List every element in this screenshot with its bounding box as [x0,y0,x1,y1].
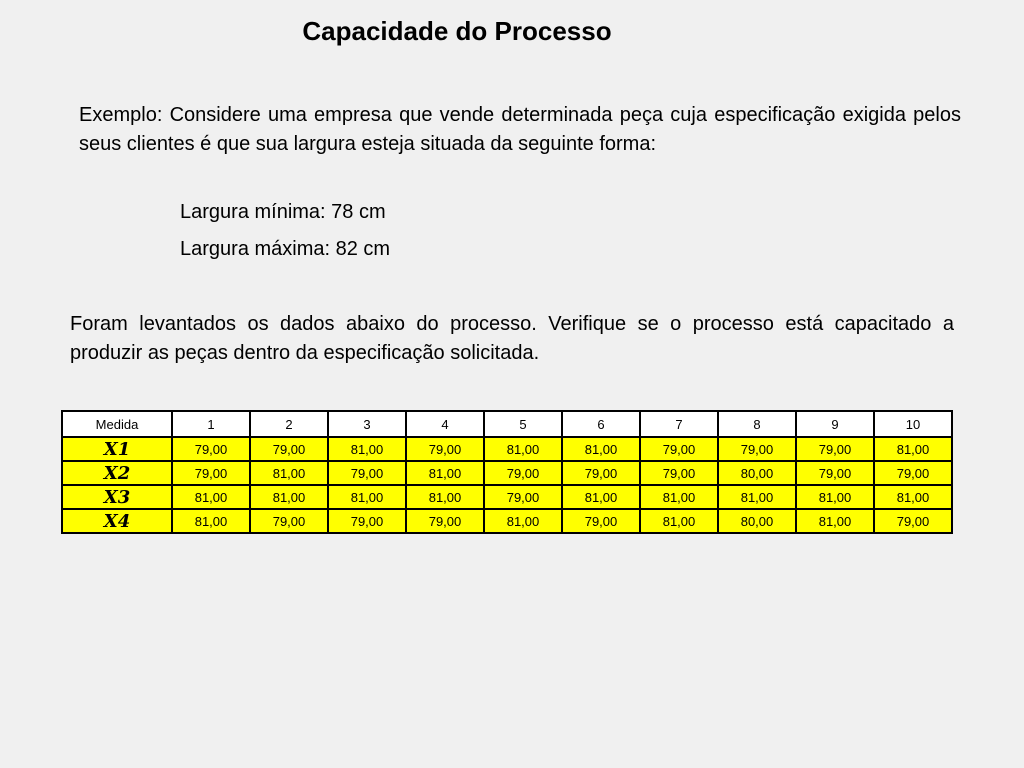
table-cell: 81,00 [328,437,406,461]
measurements-table [61,410,953,534]
table-cell: 81,00 [250,485,328,509]
table-cell: 81,00 [874,485,952,509]
table-header-row [62,411,952,437]
table-cell: 81,00 [484,437,562,461]
table-cell: 79,00 [484,461,562,485]
row-label-x4: X4 [62,509,172,533]
table-cell: 79,00 [406,509,484,533]
table-row [62,509,952,533]
header-cell: 9 [796,411,874,437]
question-paragraph: Foram levantados os dados abaixo do processo. Verifique se o processo está capacitado a produzir as peças dentro da especificação solicitada. [70,313,954,364]
table-cell: 79,00 [328,509,406,533]
table-cell: 80,00 [718,509,796,533]
table-cell: 81,00 [562,485,640,509]
table-cell: 79,00 [874,461,952,485]
table-cell: 79,00 [562,461,640,485]
header-cell: 3 [328,411,406,437]
table-cell: 79,00 [250,437,328,461]
header-cell: 4 [406,411,484,437]
table-cell: 81,00 [328,485,406,509]
table-row [62,485,952,509]
header-cell: 8 [718,411,796,437]
table-cell: 79,00 [172,461,250,485]
table-cell: 81,00 [406,485,484,509]
header-cell-medida: Medida [62,411,172,437]
table-cell: 81,00 [172,485,250,509]
slide-title: Capacidade do Processo [302,16,612,46]
table-cell: 81,00 [172,509,250,533]
table-cell: 81,00 [562,437,640,461]
header-cell: 5 [484,411,562,437]
table-cell: 79,00 [562,509,640,533]
table-cell: 81,00 [874,437,952,461]
table-cell: 81,00 [406,461,484,485]
table-cell: 81,00 [640,485,718,509]
table-row [62,437,952,461]
spec-max-width: Largura máxima: 82 cm [180,238,391,260]
table-cell: 81,00 [796,509,874,533]
spec-min-width: Largura mínima: 78 cm [180,201,386,223]
table-row [62,461,952,485]
row-label-x2: X2 [62,461,172,485]
table-cell: 79,00 [172,437,250,461]
table-cell: 81,00 [640,509,718,533]
header-cell: 7 [640,411,718,437]
table-cell: 79,00 [796,461,874,485]
table-cell: 79,00 [406,437,484,461]
header-cell: 1 [172,411,250,437]
table-cell: 79,00 [328,461,406,485]
example-paragraph: Exemplo: Considere uma empresa que vende determinada peça cuja especificação exigida pelos seus clientes é que sua largura esteja situada da seguinte forma: [79,104,961,155]
table-cell: 80,00 [718,461,796,485]
table-cell: 79,00 [718,437,796,461]
table-cell: 79,00 [796,437,874,461]
table-cell: 79,00 [484,485,562,509]
measurements-table-container [61,410,953,534]
table-cell: 81,00 [250,461,328,485]
table-cell: 81,00 [718,485,796,509]
row-label-x3: X3 [62,485,172,509]
table-cell: 79,00 [250,509,328,533]
table-cell: 81,00 [484,509,562,533]
table-cell: 79,00 [640,437,718,461]
header-cell: 2 [250,411,328,437]
row-label-x1: X1 [62,437,172,461]
table-cell: 81,00 [796,485,874,509]
table-cell: 79,00 [874,509,952,533]
table-cell: 79,00 [640,461,718,485]
header-cell: 6 [562,411,640,437]
header-cell: 10 [874,411,952,437]
